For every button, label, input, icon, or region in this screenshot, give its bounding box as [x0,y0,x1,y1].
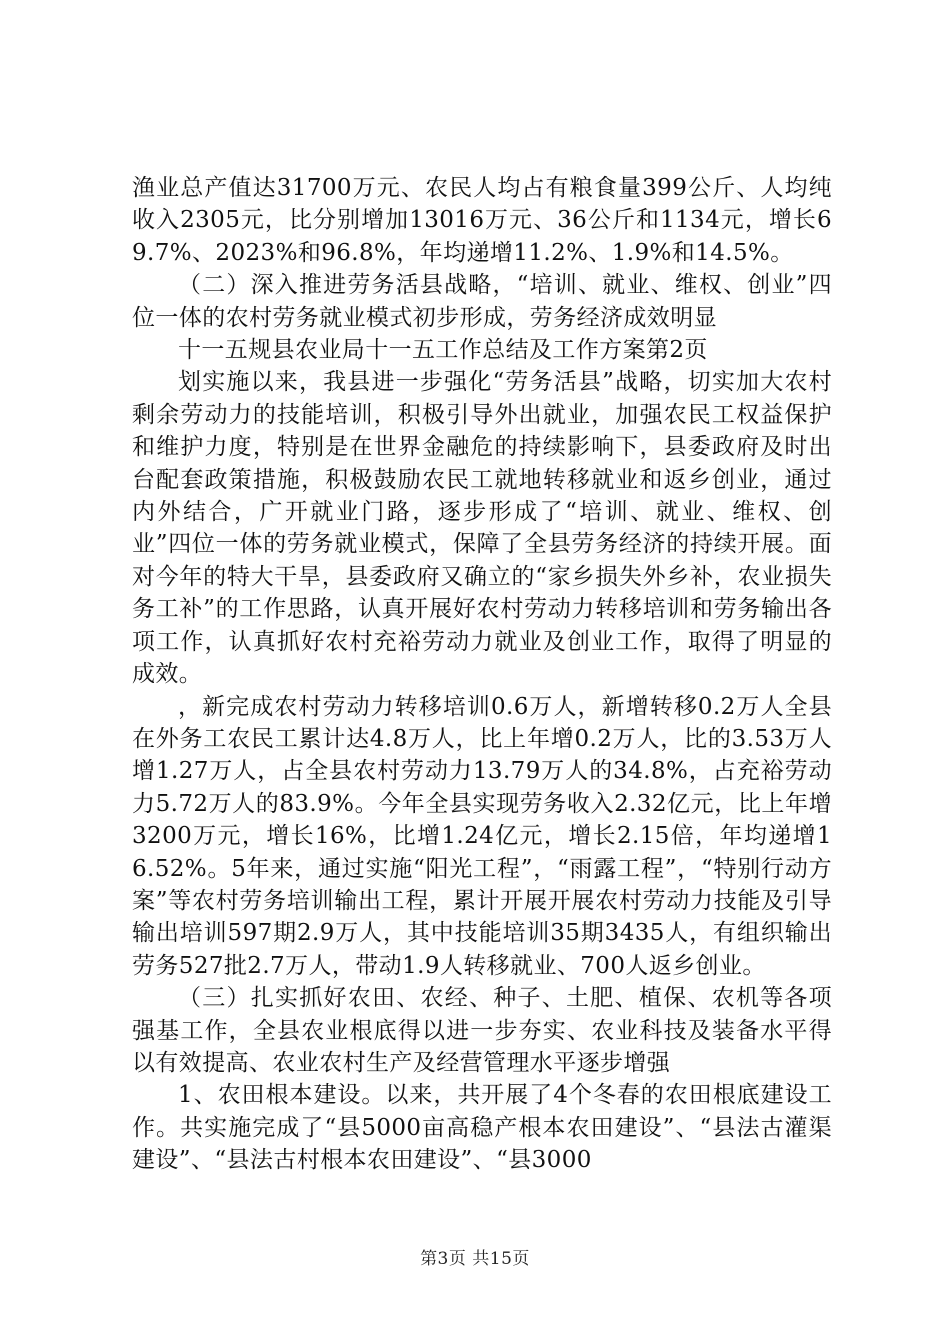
section-heading-labor: （二）深入推进劳务活县战略，“培训、就业、维权、创业”四位一体的农村劳务就业模式初步形成，劳务经济成效明显 [132,272,832,331]
paragraph-output-stats: 渔业总产值达31700万元、农民人均占有粮食量399公斤、人均纯收入2305元，比分别增加13016万元、36公斤和1134元，增长69.7%、2023%和96.8%，年均递增11.2%、1.9%和14.5%。 [132,175,832,266]
paragraph-farmland: 1、农田根本建设。以来，共开展了4个冬春的农田根底建设工作。共实施完成了“县5000亩高稳产根本农田建设”、“县法古灌渠建设”、“县法古村根本农田建设”、“县3000 [132,1082,832,1174]
page-number-footer: 第3页 共15页 [420,1249,530,1269]
paragraph-labor-stats: ，新完成农村劳动力转移培训0.6万人，新增转移0.2万人全县在外务工农民工累计达4.8万人，比上年增0.2万人，比的3.53万人增1.27万人，占全县农村劳动力13.79万人的34.8%，占充裕劳动力5.72万人的83.9%。今年全县实现劳务收入2.32亿元，比上年增3200万元，增长16%，比增1.24亿元，增长2.15倍，年均递增16.52%。5年来，通过实施“阳光工程”，“雨露工程”，“特别行动方案”等农村劳务培训输出工程，累计开展开展农村劳动力技能及引导输出培训597期2.9万人，其中技能培训35期3435人，有组织输出劳务527批2.7万人，带动1.9人转移就业、700人返乡创业。 [132,693,832,979]
document-body [132,172,832,1177]
section-heading-foundation: （三）扎实抓好农田、农经、种子、土肥、植保、农机等各项强基工作，全县农业根底得以进一步夯实、农业科技及装备水平得以有效提高、农业农村生产及经营管理水平逐步增强 [132,985,832,1076]
page-break-caption: 十一五规县农业局十一五工作总结及工作方案第2页 [178,337,708,364]
paragraph-labor-strategy: 划实施以来，我县进一步强化“劳务活县”战略，切实加大农村剩余劳动力的技能培训，积极引导外出就业，加强农民工权益保护和维护力度，特别是在世界金融危的持续影响下，县委政府及时出台配套政策措施，积极鼓励农民工就地转移就业和返乡创业，通过内外结合，广开就业门路，逐步形成了“培训、就业、维权、创业”四位一体的劳务就业模式，保障了全县劳务经济的持续开展。面对今年的特大干旱，县委政府又确立的“家乡损失外乡补，农业损失务工补”的工作思路，认真开展好农村劳动力转移培训和劳务输出各项工作，认真抓好农村充裕劳动力就业及创业工作，取得了明显的成效。 [132,369,832,688]
